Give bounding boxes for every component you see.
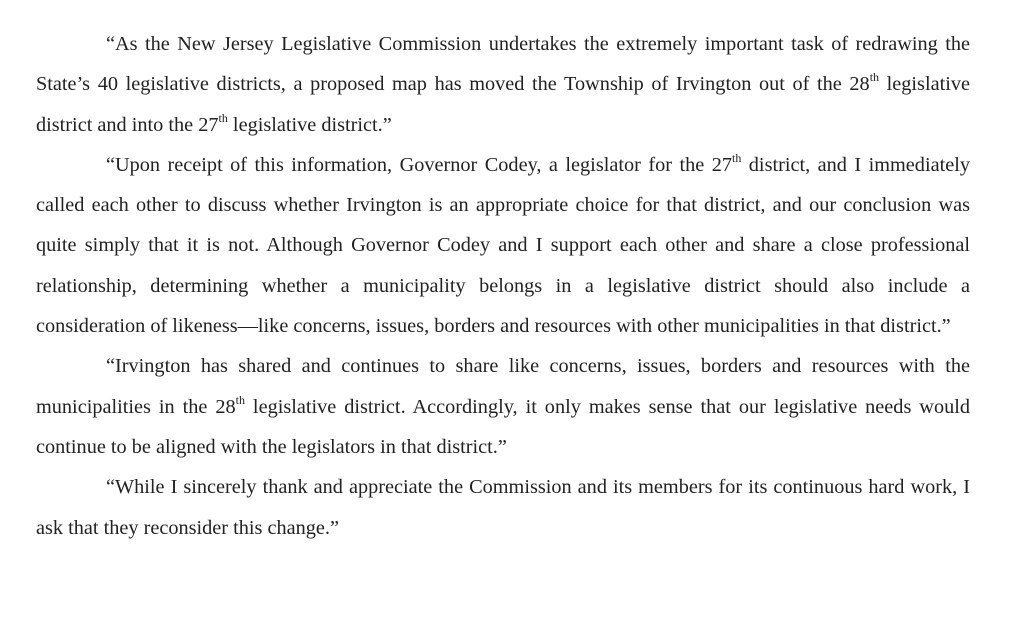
- document-body: [36, 24, 970, 548]
- paragraph-text: “As the New Jersey Legislative Commission undertakes the extremely important task of redrawing the State’s 40 legislative districts, a proposed map has moved the Township of Irvington out of the 28: [36, 33, 970, 96]
- paragraph-text: “While I sincerely thank and appreciate the Commission and its members for its continuous hard work, I ask that they reconsider this change.”: [36, 476, 970, 539]
- paragraph-4: [36, 467, 970, 548]
- ordinal-suffix: th: [218, 110, 228, 125]
- paragraph-text: legislative district and into the 27: [36, 73, 970, 136]
- paragraph-text: district, and I immediately called each other to discuss whether Irvington is an appropriate choice for that district, and our conclusion was quite simply that it is not. Although Governor Codey and I support each other and share a close professional relationship, determining whether a municipality belongs in a legislative district should also include a consideration of likeness—like concerns, issues, borders and resources with other municipalities in that district.”: [36, 153, 971, 338]
- ordinal-suffix: th: [869, 70, 880, 85]
- paragraph-text: “Irvington has shared and continues to share like concerns, issues, borders and resources with the municipalities in the 28: [36, 355, 970, 418]
- paragraph-2: [36, 145, 970, 346]
- ordinal-suffix: th: [235, 392, 245, 407]
- paragraph-text: legislative district. Accordingly, it only makes sense that our legislative needs would continue to be aligned with the legislators in that district.”: [36, 395, 970, 458]
- paragraph-1: [36, 24, 970, 145]
- ordinal-suffix: th: [731, 150, 742, 165]
- paragraph-3: [36, 346, 970, 467]
- paragraph-text: legislative district.”: [227, 113, 392, 136]
- paragraph-text: “Upon receipt of this information, Governor Codey, a legislator for the 27: [106, 153, 732, 176]
